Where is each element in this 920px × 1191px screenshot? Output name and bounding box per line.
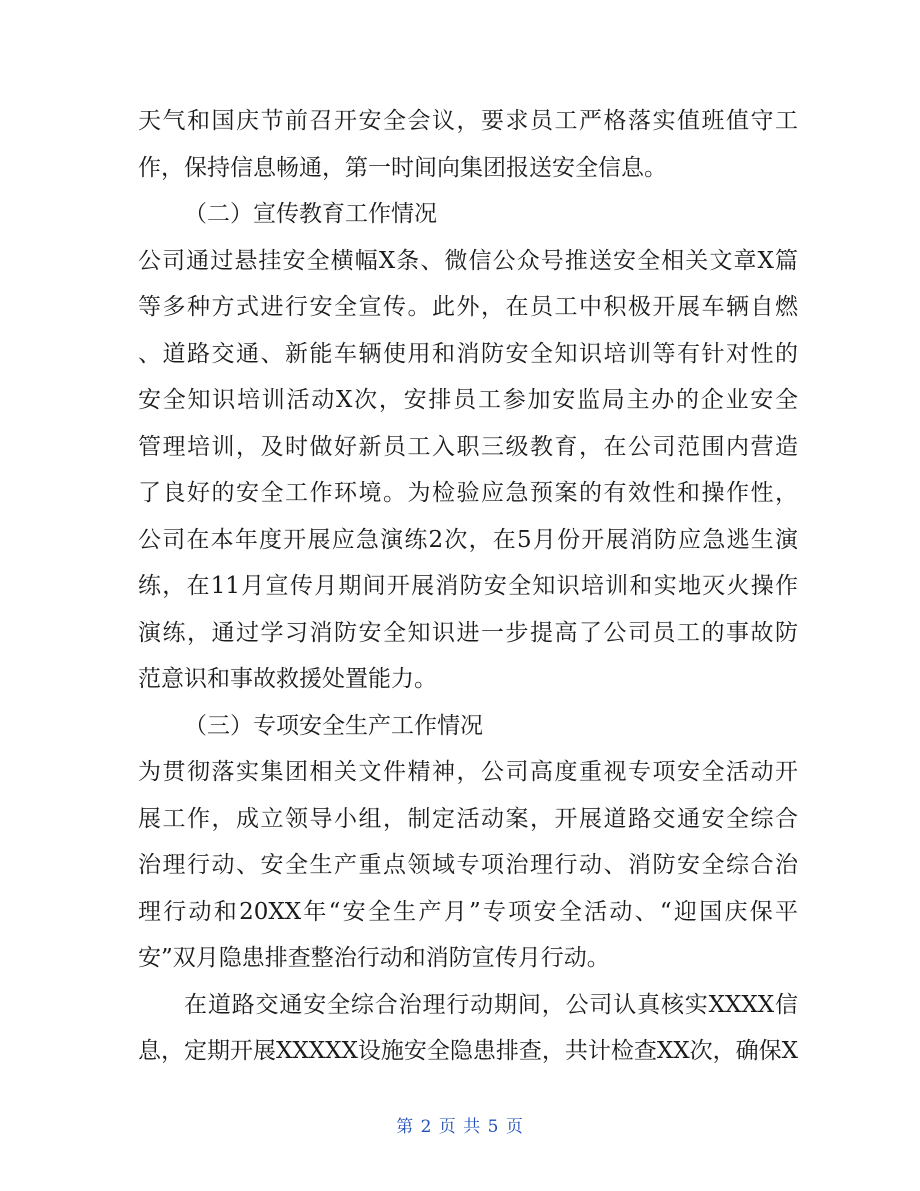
section-heading: （二）宣传教育工作情况 <box>184 201 437 227</box>
text-line: 了良好的安全工作环境。为检验应急预案的有效性和操作性， <box>138 480 798 506</box>
text-line: 安全知识培训活动X次，安排员工参加安监局主办的企业安全 <box>138 387 798 413</box>
text-line: 治理行动、安全生产重点领域专项治理行动、消防安全综合治 <box>138 852 798 878</box>
text-line: 公司在本年度开展应急演练2次，在5月份开展消防应急逃生演 <box>138 526 798 553</box>
text-line: 演练，通过学习消防安全知识进一步提高了公司员工的事故防 <box>138 619 798 646</box>
section-heading: （三）专项安全生产工作情况 <box>184 712 483 739</box>
text-line: 范意识和事故救援处置能力。 <box>138 666 437 692</box>
document-body <box>138 98 798 1075</box>
text-line: 理行动和20XX年“安全生产月”专项安全活动、“迎国庆保平 <box>138 898 798 925</box>
text-line: 公司通过悬挂安全横幅X条、微信公众号推送安全相关文章X篇 <box>138 247 798 274</box>
text-line: 展工作，成立领导小组，制定活动案，开展道路交通安全综合 <box>138 805 798 832</box>
text-line: 管理培训，及时做好新员工入职三级教育，在公司范围内营造 <box>138 433 798 460</box>
page-footer: 第 2 页 共 5 页 <box>396 1117 524 1137</box>
text-line: 作，保持信息畅通，第一时间向集团报送安全信息。 <box>138 154 667 181</box>
text-line: 为贯彻落实集团相关文件精神，公司高度重视专项安全活动开 <box>138 759 798 785</box>
text-line: 在道路交通安全综合治理行动期间，公司认真核实XXXX信 <box>184 991 798 1018</box>
text-line: 息，定期开展XXXXX设施安全隐患排查，共计检查XX次，确保X <box>138 1038 798 1064</box>
text-line: 等多种方式进行安全宣传。此外，在员工中积极开展车辆自燃 <box>138 294 798 320</box>
text-line: 天气和国庆节前召开安全会议，要求员工严格落实值班值守工 <box>138 108 798 134</box>
text-line: 、道路交通、新能车辆使用和消防安全知识培训等有针对性的 <box>138 340 798 367</box>
text-line: 练，在11月宣传月期间开展消防安全知识培训和实地灭火操作 <box>138 573 798 599</box>
text-line: 安”双月隐患排查整治行动和消防宣传月行动。 <box>138 945 610 971</box>
